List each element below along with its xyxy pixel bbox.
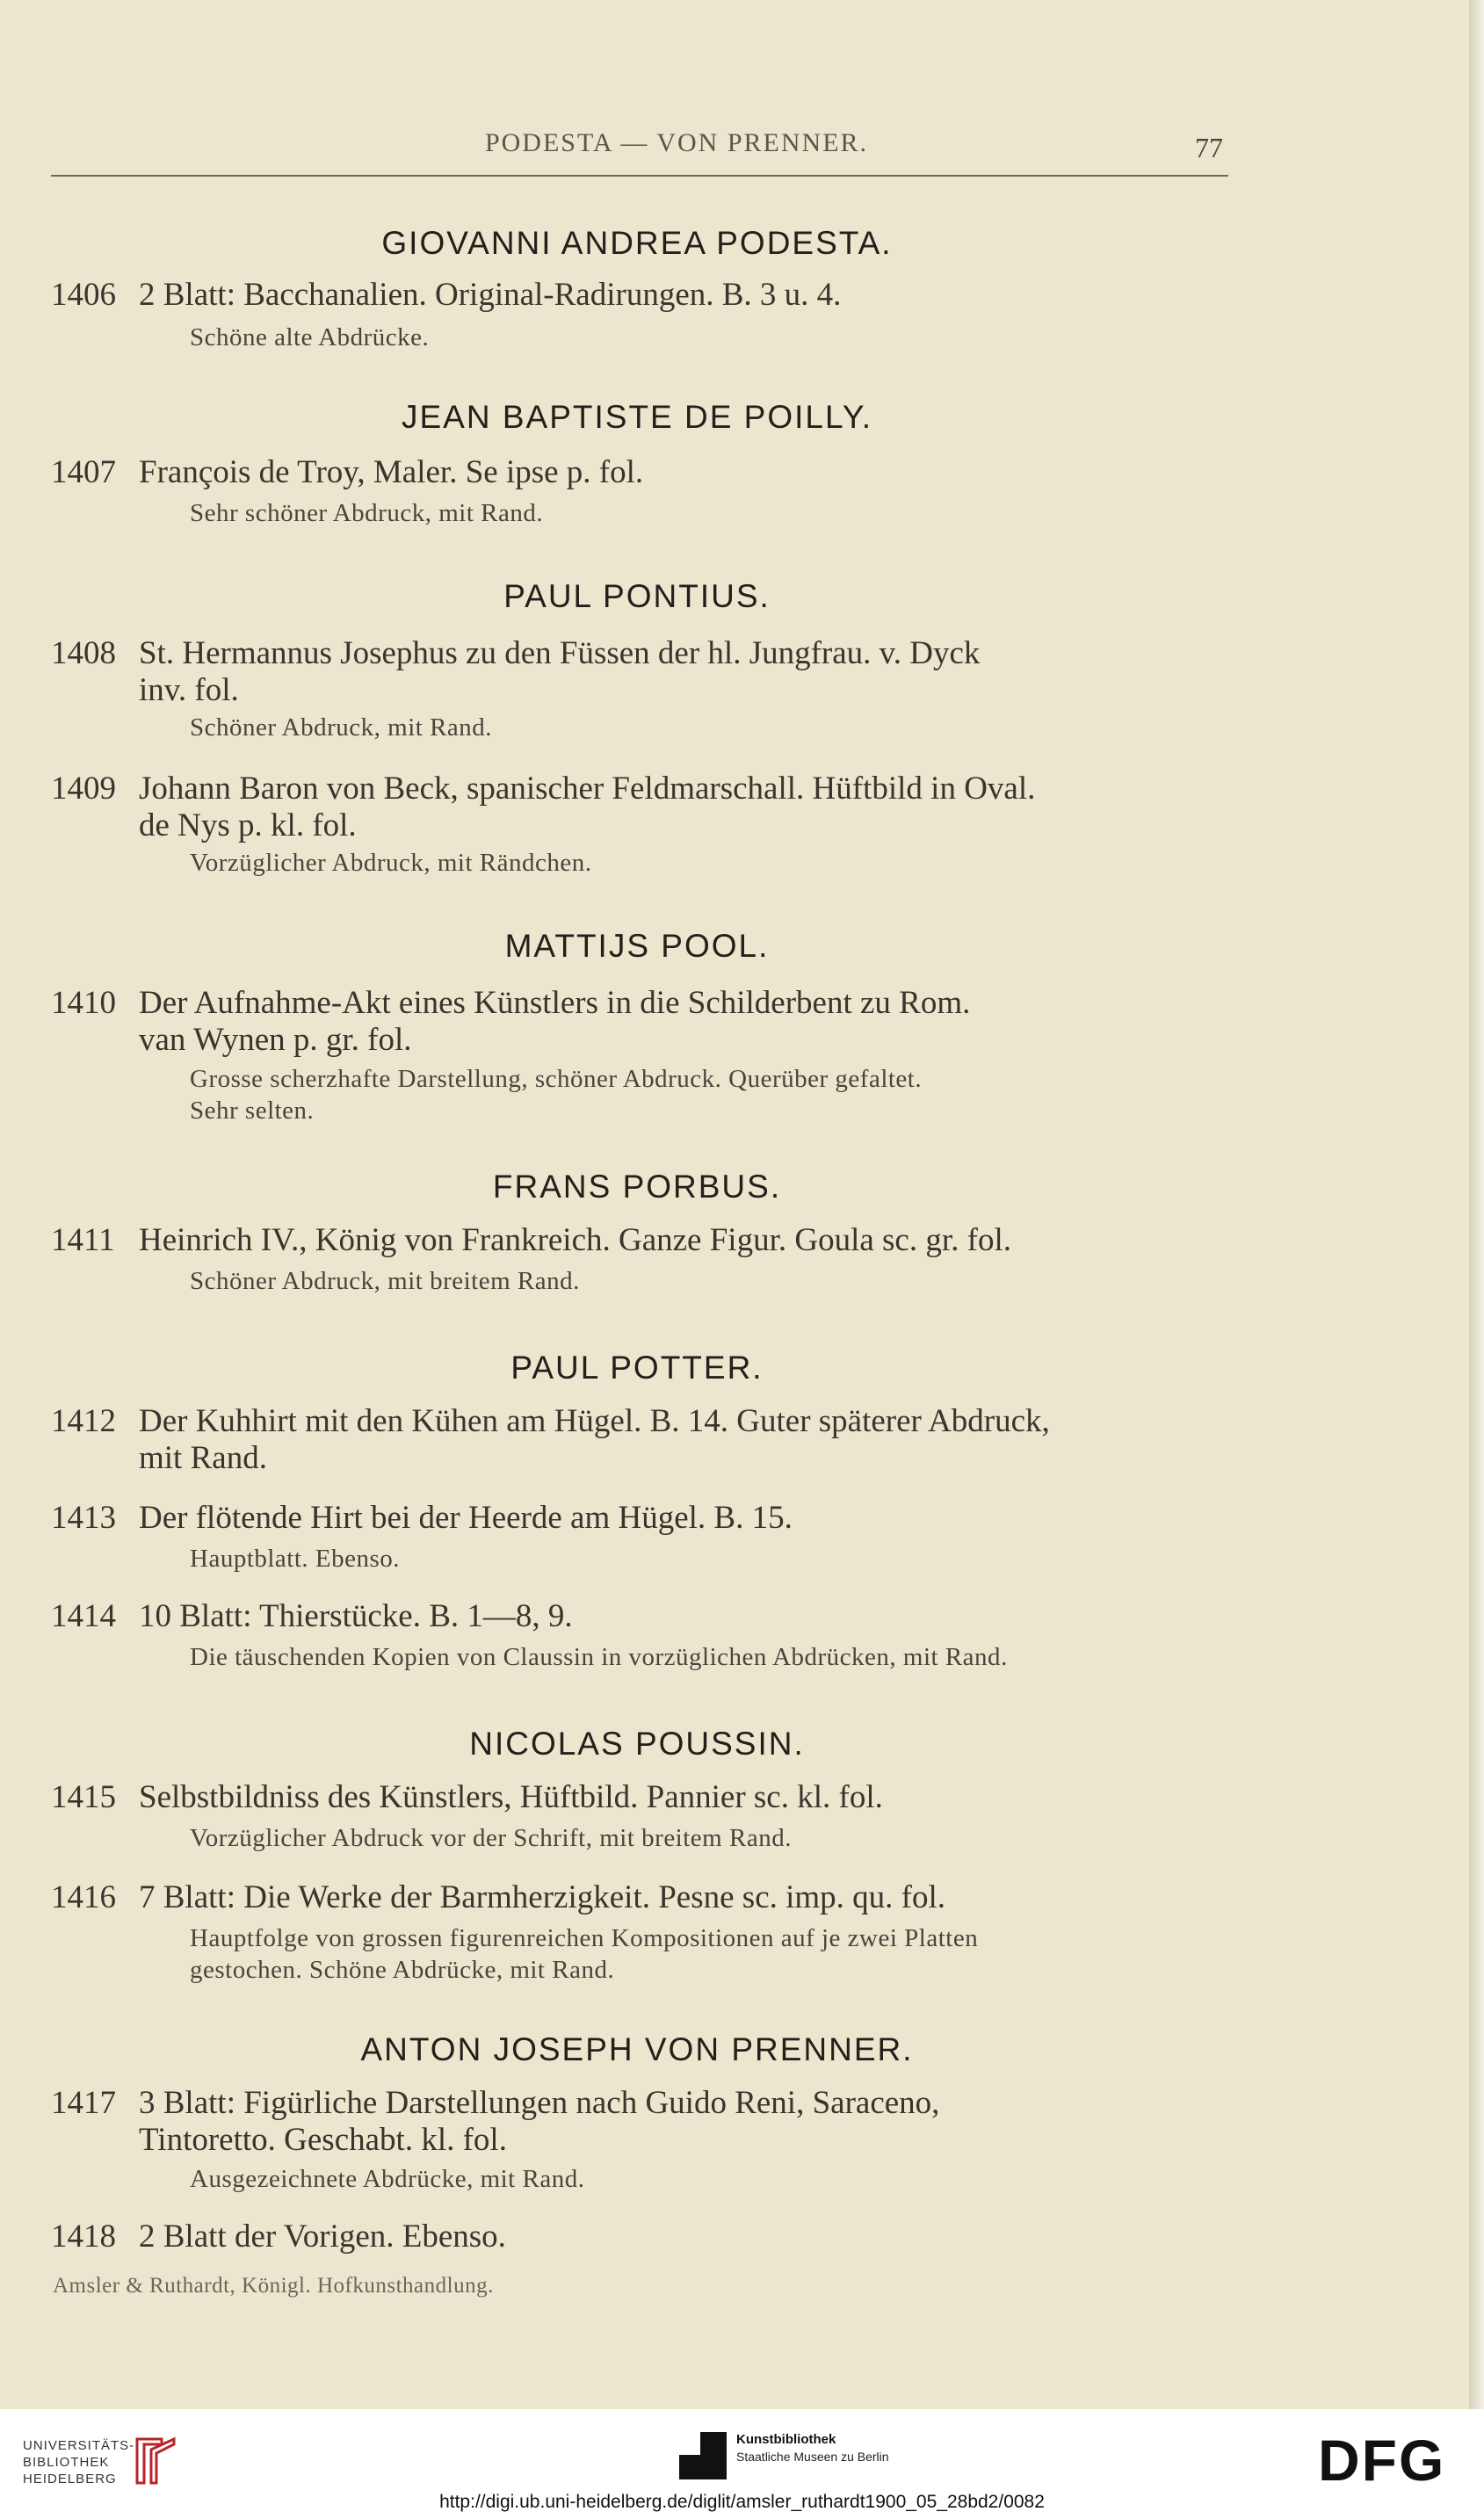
lot-note: Schöne alte Abdrücke. (190, 323, 430, 351)
lot-description: François de Troy, Maler. Se ipse p. fol. (139, 454, 644, 490)
kunstbibliothek-subtitle: Staatliche Museen zu Berlin (736, 2450, 889, 2464)
lot-number: 1411 (51, 1222, 115, 1258)
lot-number: 1407 (51, 454, 116, 490)
library-name (23, 2437, 134, 2487)
lot-number: 1415 (51, 1779, 116, 1815)
lot-description: van Wynen p. gr. fol. (139, 1022, 412, 1058)
artist-heading: PAUL PONTIUS. (503, 578, 771, 614)
artist-heading: JEAN BAPTISTE DE POILLY. (401, 399, 873, 435)
publisher-imprint: Amsler & Ruthardt, Königl. Hofkunsthandlung. (53, 2274, 494, 2298)
lot-number: 1412 (51, 1403, 116, 1439)
lot-note: Sehr selten. (190, 1097, 315, 1125)
page-edge (1469, 0, 1484, 2409)
lot-number: 1409 (51, 771, 116, 807)
lot-note: Schöner Abdruck, mit breitem Rand. (190, 1267, 580, 1295)
kunstbibliothek-logo-icon (679, 2432, 727, 2479)
lot-number: 1414 (51, 1598, 116, 1634)
lot-number: 1413 (51, 1500, 116, 1536)
lot-number: 1417 (51, 2085, 116, 2121)
lot-description: 2 Blatt: Bacchanalien. Original-Radirungen. B. 3 u. 4. (139, 277, 842, 313)
lot-number: 1410 (51, 985, 116, 1021)
lot-number: 1416 (51, 1879, 116, 1915)
lot-description: inv. fol. (139, 672, 239, 708)
lot-number: 1408 (51, 635, 116, 671)
lot-note: Sehr schöner Abdruck, mit Rand. (190, 499, 544, 527)
library-name-line: HEIDELBERG (23, 2472, 117, 2486)
lot-note: Schöner Abdruck, mit Rand. (190, 713, 493, 742)
lot-description: Selbstbildniss des Künstlers, Hüftbild. Pannier sc. kl. fol. (139, 1779, 883, 1815)
lot-description: Tintoretto. Geschabt. kl. fol. (139, 2122, 507, 2158)
university-library-logo-icon (132, 2434, 181, 2488)
lot-description: 7 Blatt: Die Werke der Barmherzigkeit. Pesne sc. imp. qu. fol. (139, 1879, 946, 1915)
lot-description: Der Aufnahme-Akt eines Künstlers in die Schilderbent zu Rom. (139, 985, 971, 1021)
kunstbibliothek-title: Kunstbibliothek (736, 2432, 836, 2447)
header-rule (51, 175, 1228, 177)
dfg-logo: DFG (1318, 2428, 1446, 2493)
lot-note: gestochen. Schöne Abdrücke, mit Rand. (190, 1956, 615, 1984)
lot-description: mit Rand. (139, 1440, 267, 1476)
lot-description: 10 Blatt: Thierstücke. B. 1—8, 9. (139, 1598, 573, 1634)
page-number: 77 (1195, 132, 1223, 163)
lot-note: Ausgezeichnete Abdrücke, mit Rand. (190, 2165, 585, 2193)
artist-heading: MATTIJS POOL. (504, 928, 770, 964)
lot-description: Heinrich IV., König von Frankreich. Ganze Figur. Goula sc. gr. fol. (139, 1222, 1011, 1258)
source-url[interactable]: http://digi.ub.uni-heidelberg.de/diglit/amsler_ruthardt1900_05_28bd2/0082 (439, 2492, 1045, 2512)
artist-heading: PAUL POTTER. (510, 1350, 764, 1386)
lot-note: Die täuschenden Kopien von Claussin in vorzüglichen Abdrücken, mit Rand. (190, 1643, 1008, 1671)
artist-heading: GIOVANNI ANDREA PODESTA. (381, 225, 893, 261)
artist-heading: NICOLAS POUSSIN. (469, 1726, 805, 1762)
lot-description: Der flötende Hirt bei der Heerde am Hügel. B. 15. (139, 1500, 793, 1536)
artist-heading: FRANS PORBUS. (492, 1169, 782, 1205)
lot-description: de Nys p. kl. fol. (139, 807, 357, 843)
lot-description: Der Kuhhirt mit den Kühen am Hügel. B. 14. Guter späterer Abdruck, (139, 1403, 1050, 1439)
lot-note: Hauptfolge von grossen figurenreichen Kompositionen auf je zwei Platten (190, 1924, 979, 1952)
library-name-line: UNIVERSITÄTS- (23, 2438, 135, 2453)
lot-description: 3 Blatt: Figürliche Darstellungen nach Guido Reni, Saraceno, (139, 2085, 940, 2121)
lot-note: Hauptblatt. Ebenso. (190, 1545, 401, 1573)
lot-description: St. Hermannus Josephus zu den Füssen der hl. Jungfrau. v. Dyck (139, 635, 981, 671)
library-name-line: BIBLIOTHEK (23, 2455, 110, 2470)
artist-heading: ANTON JOSEPH VON PRENNER. (360, 2031, 914, 2067)
running-title: PODESTA — VON PRENNER. (484, 128, 869, 157)
lot-number: 1418 (51, 2219, 116, 2255)
lot-number: 1406 (51, 277, 116, 313)
lot-description: 2 Blatt der Vorigen. Ebenso. (139, 2219, 506, 2255)
lot-description: Johann Baron von Beck, spanischer Feldmarschall. Hüftbild in Oval. (139, 771, 1036, 807)
lot-note: Vorzüglicher Abdruck, mit Rändchen. (190, 849, 592, 877)
lot-note: Vorzüglicher Abdruck vor der Schrift, mit breitem Rand. (190, 1824, 792, 1852)
lot-note: Grosse scherzhafte Darstellung, schöner Abdruck. Querüber gefaltet. (190, 1065, 923, 1093)
